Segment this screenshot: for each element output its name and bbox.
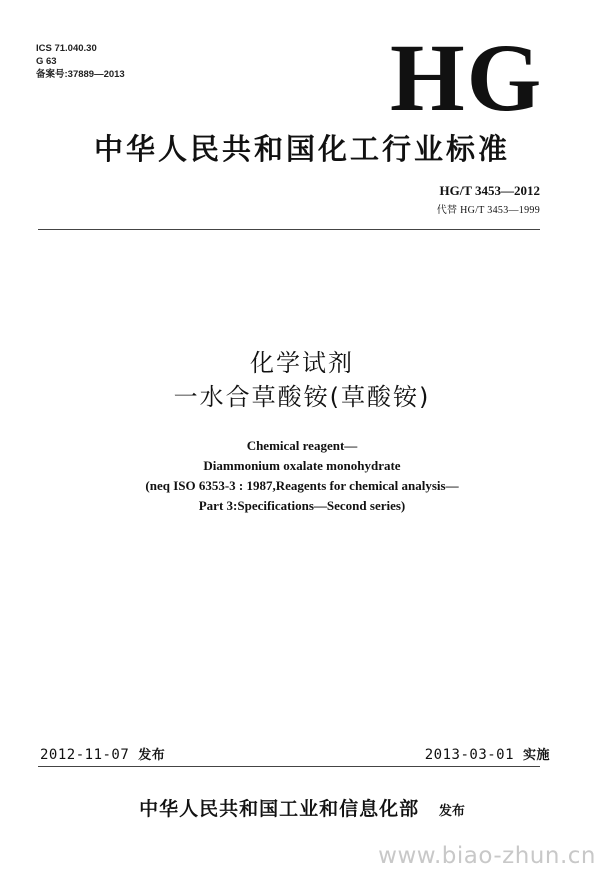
ics-code: ICS 71.040.30 [36, 43, 97, 54]
replaces-standard: 代替 HG/T 3453—1999 [436, 205, 540, 216]
effective-date [0, 744, 550, 763]
title-en-line4: Part 3:Specifications—Second series) [198, 498, 406, 513]
filing-number: 备案号:37889—2013 [36, 69, 125, 80]
issued-date-value: 2012-11-07 [40, 747, 130, 763]
title-cn-line2: 一水合草酸铵(草酸铵) [173, 383, 431, 411]
watermark: www.biao-zhun.cn [378, 843, 596, 869]
title-en-line3: (neq ISO 6353-3 : 1987,Reagents for chemical analysis— [145, 478, 459, 493]
effective-label: 实施 [522, 748, 550, 763]
standard-number: HG/T 3453—2012 [439, 183, 540, 198]
top-divider [38, 229, 540, 230]
issuer-name: 中华人民共和国工业和信息化部 [139, 798, 420, 820]
bottom-divider [38, 766, 540, 767]
hg-logo: HG [390, 24, 544, 131]
effective-date-value: 2013-03-01 [424, 747, 515, 763]
issuer [0, 794, 604, 821]
title-en-line2: Diammonium oxalate monohydrate [203, 458, 401, 473]
classification-code: G 63 [36, 56, 57, 67]
issued-label: 发布 [138, 748, 166, 763]
standard-title: 中华人民共和国化工行业标准 [93, 132, 510, 166]
issuer-label: 发布 [438, 804, 465, 819]
header-meta [36, 42, 125, 81]
title-en-line1: Chemical reagent— [246, 438, 358, 453]
title-cn-line1: 化学试剂 [250, 349, 354, 377]
